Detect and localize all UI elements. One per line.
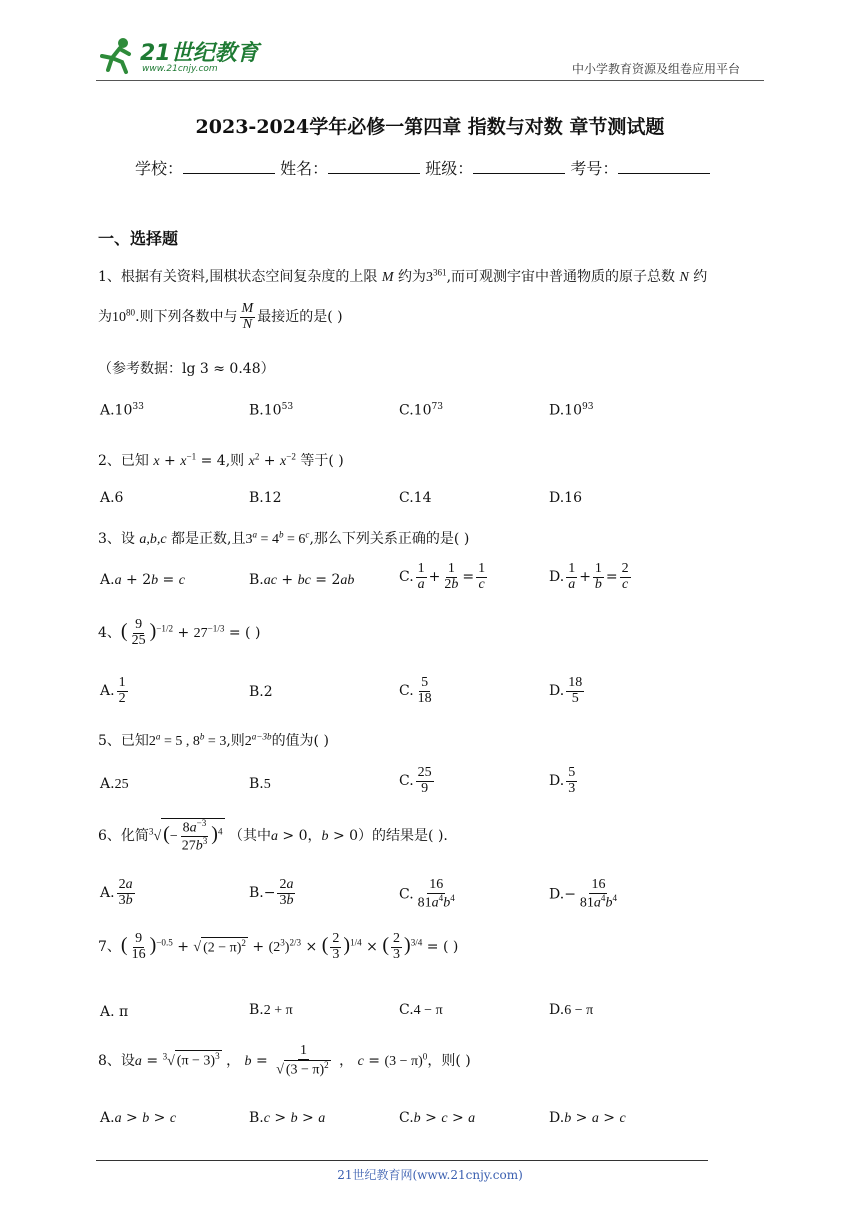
school-field[interactable] xyxy=(183,159,275,174)
section-heading: 一、选择题 xyxy=(98,229,179,248)
q4-option-b[interactable]: B.2 xyxy=(249,684,273,700)
footer-divider xyxy=(96,1160,708,1161)
q2-option-b[interactable]: B.12 xyxy=(249,490,282,506)
q6-option-d[interactable]: D.− $\frac{16}{81a^4b^4}$ xyxy=(549,877,618,911)
q6-option-a[interactable]: A. $\frac{2a}{3b}$ xyxy=(100,877,133,908)
q2-option-c[interactable]: C.14 xyxy=(399,490,432,506)
class-field[interactable] xyxy=(473,159,565,174)
q4-option-d[interactable]: D. $\frac{18}{5}$ xyxy=(549,675,583,706)
header-divider xyxy=(96,80,764,81)
student-info xyxy=(135,156,710,179)
q7-option-d[interactable]: D.6 − π xyxy=(549,1002,594,1018)
q4-option-a[interactable]: A. $\frac{1}{2}$ xyxy=(100,675,126,706)
q7-option-c[interactable]: C.4 − π xyxy=(399,1002,443,1018)
q8-option-d[interactable]: D.b > a > c xyxy=(549,1110,626,1126)
q3-option-a[interactable]: A.a + 2b = c xyxy=(100,572,185,588)
question-2: 2、已知 $x + x^{-1} = 4$,则 $x^2 + x^{-2}$ 等于( ) xyxy=(98,451,344,469)
name-field[interactable] xyxy=(328,159,420,174)
q1-option-d[interactable]: $D.10^{93}$ xyxy=(549,402,594,419)
exam-number-field[interactable] xyxy=(618,159,710,174)
q3-option-b[interactable]: B.ac + bc = 2ab xyxy=(249,572,355,588)
logo-text: 21世纪教育 xyxy=(140,41,259,66)
question-1-reference: （参考数据：lg 3 ≈ 0.48） xyxy=(98,361,275,377)
question-1-line2: 为$10^{80}$.则下列各数中与 $\frac{M}{N}$ 最接近的是( ) xyxy=(98,301,343,332)
q3-option-c[interactable]: C. $\frac{1}{a}$ + $\frac{1}{2b}$ = $\frac{1}{c}$ xyxy=(399,561,486,592)
runner-logo-icon xyxy=(96,36,136,76)
footer-text[interactable]: 21世纪教育网(www.21cnjy.com) xyxy=(337,1168,523,1182)
q8-option-a[interactable]: A.a > b > c xyxy=(100,1110,177,1126)
question-3: 3、设 a,b,c 都是正数,且$3^a = 4^b = 6^c$,那么下列关系正确的是( ) xyxy=(98,529,470,547)
question-5: 5、已知$2^a = 5$ , $8^b = 3$,则$2^{a-3b}$的值为( ) xyxy=(98,731,329,749)
q8-option-b[interactable]: B.c > b > a xyxy=(249,1110,326,1126)
exam-number-label: 考号： xyxy=(570,159,619,178)
q4-option-c[interactable]: C. $\frac{5}{18}$ xyxy=(399,675,432,706)
q7-option-b[interactable]: B.2 + π xyxy=(249,1002,293,1018)
q6-option-c[interactable]: C. $\frac{16}{81a^4b^4}$ xyxy=(399,877,455,911)
question-8: 8、设a = $^3$√ $(\pi - 3)^3$ ， b = $\frac{1}{√ (3 - \pi)^2}$ ， $c = (3 - \pi)^0$，则( ) xyxy=(98,1043,471,1078)
q8-option-c[interactable]: C.b > c > a xyxy=(399,1110,476,1126)
question-1: 1、根据有关资料,围棋状态空间复杂度的上限 M 约为$3^{361}$,而可观测宇宙中普通物质的原子总数 N 约 xyxy=(98,267,708,285)
q1-option-a[interactable]: $A.10^{33}$ xyxy=(100,402,144,419)
q2-option-a[interactable]: A.6 xyxy=(100,490,124,506)
site-logo[interactable] xyxy=(96,36,266,78)
question-7: 7、( $\frac{9}{16}$ )$^{-0.5}$ + √ $(2 - \pi)^2 + (2^3)^{2/3}$ × ( $\frac{2}{3}$ )$^{1/4}$ × ( $\frac{2}{3}$ )$^{3/4}$ = ( ) xyxy=(98,931,459,962)
q3-option-d[interactable]: D. $\frac{1}{a}$ + $\frac{1}{b}$ = $\frac{2}{c}$ xyxy=(549,561,629,592)
class-label: 班级： xyxy=(425,159,474,178)
q7-option-a[interactable]: A. π xyxy=(100,1004,129,1020)
question-4: 4、( $\frac{9}{25}$ )$^{-1/2} + 27^{-1/3}$ = ( ) xyxy=(98,617,261,648)
q5-option-a[interactable]: A.25 xyxy=(100,776,129,792)
school-label: 学校： xyxy=(135,159,184,178)
q5-option-b[interactable]: B.5 xyxy=(249,776,271,792)
name-label: 姓名： xyxy=(280,159,329,178)
q5-option-c[interactable]: C. $\frac{25}{9}$ xyxy=(399,765,432,796)
q2-option-d[interactable]: D.16 xyxy=(549,490,582,506)
page-title: 2023-2024学年必修一第四章 指数与对数 章节测试题 xyxy=(195,116,665,138)
q6-option-b[interactable]: B.− $\frac{2a}{3b}$ xyxy=(249,877,294,908)
q1-option-b[interactable]: $B.10^{53}$ xyxy=(249,402,294,419)
logo-url: www.21cnjy.com xyxy=(142,64,218,74)
q1-option-c[interactable]: $C.10^{73}$ xyxy=(399,402,444,419)
q5-option-d[interactable]: D. $\frac{5}{3}$ xyxy=(549,765,576,796)
header-tagline: 中小学教育资源及组卷应用平台 xyxy=(572,62,741,76)
question-6: 6、化简$^3$√ (− $\frac{8a^{-3}}{27b^3}$ )$^4$ （其中a > 0，b > 0）的结果是( ). xyxy=(98,818,448,854)
